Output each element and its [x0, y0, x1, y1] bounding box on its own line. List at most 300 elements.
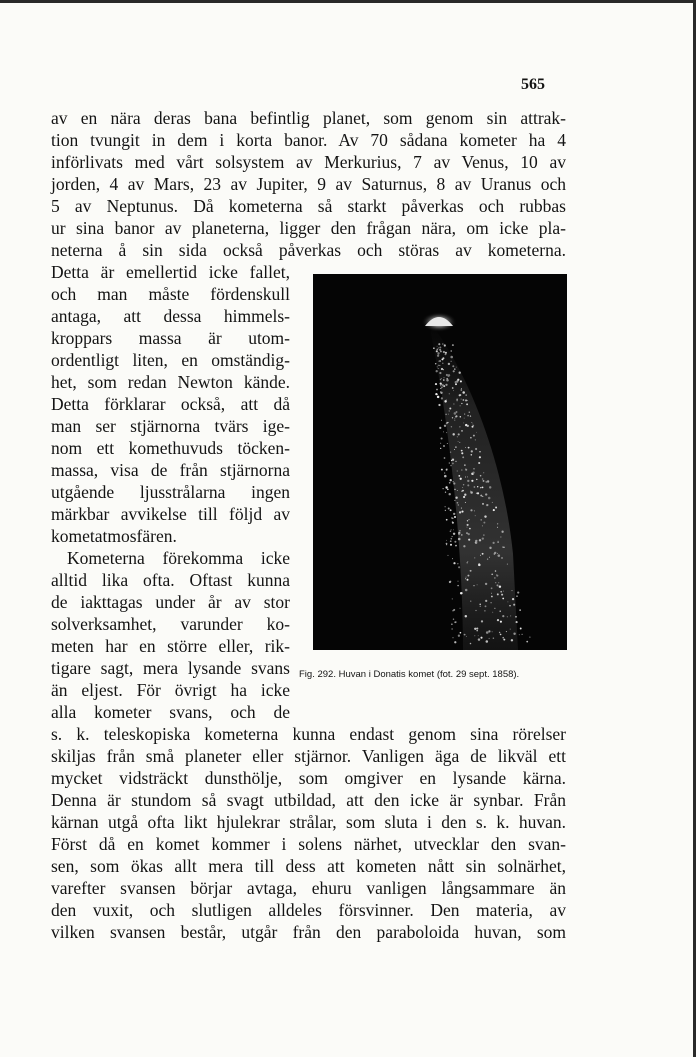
tail-speck [461, 490, 462, 491]
tail-speck [456, 367, 457, 368]
tail-speck [458, 433, 460, 435]
text-line: de iakttagas under år av stor [51, 592, 290, 612]
tail-speck [449, 410, 450, 411]
tail-speck [454, 489, 456, 491]
tail-speck [440, 379, 441, 380]
tail-speck [457, 585, 458, 586]
tail-speck [452, 610, 453, 611]
tail-speck [446, 469, 447, 470]
text-line: nom ett komethuvuds töcken- [51, 438, 290, 458]
tail-speck [498, 541, 499, 542]
tail-speck [455, 497, 457, 499]
tail-speck [468, 447, 470, 449]
tail-speck [476, 432, 477, 433]
text-line: den vuxit, och slutligen alldeles försvinner. Den materia, av [51, 900, 566, 920]
tail-speck [439, 427, 441, 429]
tail-speck [433, 347, 435, 349]
tail-speck [463, 545, 465, 547]
tail-speck [444, 400, 446, 402]
tail-speck [445, 510, 446, 511]
tail-speck [436, 389, 438, 391]
tail-speck [467, 575, 469, 577]
tail-speck [480, 475, 482, 477]
tail-speck [466, 562, 467, 563]
tail-speck [467, 476, 468, 477]
text-line: sen, som ökas allt mera till dess att kometen nått sin solnärhet, [51, 856, 566, 876]
tail-speck [489, 638, 490, 639]
tail-speck [485, 605, 487, 607]
tail-speck [475, 515, 476, 516]
tail-speck [489, 557, 490, 558]
tail-speck [444, 377, 445, 378]
tail-speck [468, 533, 470, 535]
tail-speck [453, 562, 455, 564]
tail-speck [440, 349, 441, 350]
tail-speck [500, 591, 502, 593]
tail-speck [453, 618, 454, 619]
tail-speck [449, 393, 450, 394]
tail-speck [452, 433, 454, 435]
tail-speck [438, 343, 440, 345]
tail-speck [493, 637, 494, 638]
tail-speck [464, 464, 465, 465]
tail-speck [478, 564, 481, 567]
tail-speck [465, 589, 468, 592]
tail-speck [476, 479, 477, 480]
tail-speck [435, 383, 437, 385]
tail-speck [446, 540, 447, 541]
tail-speck [458, 441, 459, 442]
text-line: kroppars massa är utom- [51, 328, 290, 348]
tail-speck [465, 394, 467, 396]
tail-speck [484, 515, 486, 517]
tail-speck [460, 592, 462, 594]
text-line: utgående ljusstrålarna ingen [51, 482, 290, 502]
tail-speck [467, 579, 469, 581]
text-line: införlivats med vårt solsystem av Merkurius, 7 av Venus, 10 av [51, 152, 566, 172]
tail-speck [502, 547, 503, 548]
tail-speck [460, 416, 462, 418]
tail-speck [497, 523, 498, 524]
tail-speck [471, 422, 472, 423]
tail-speck [451, 628, 452, 629]
tail-speck [455, 461, 456, 462]
tail-speck [453, 637, 454, 638]
tail-speck [447, 488, 449, 490]
tail-speck [501, 557, 502, 558]
tail-speck [467, 480, 469, 482]
tail-speck [483, 480, 485, 482]
figure-caption: Fig. 292. Huvan i Donatis komet (fot. 29 sept. 1858). [299, 669, 520, 680]
tail-speck [484, 610, 485, 611]
comet-image [313, 274, 567, 650]
tail-speck [489, 547, 491, 549]
text-line: alla kometer svans, och de [51, 702, 290, 722]
tail-speck [441, 397, 443, 399]
tail-speck [477, 492, 479, 494]
tail-speck [444, 475, 447, 478]
tail-speck [458, 533, 460, 535]
tail-speck [510, 629, 511, 630]
tail-speck [451, 350, 452, 351]
tail-speck [475, 542, 477, 544]
tail-speck [503, 639, 505, 641]
text-line: och man måste fördenskull [51, 284, 290, 304]
tail-speck [500, 634, 502, 636]
scan-edge-top [0, 0, 696, 3]
text-line: av en nära deras bana befintlig planet, som genom sin attrak- [51, 108, 566, 128]
text-line: ordentligt liten, en omständig- [51, 350, 290, 370]
tail-speck [467, 484, 469, 486]
tail-speck [499, 632, 500, 633]
tail-speck [465, 477, 466, 478]
tail-speck [457, 502, 459, 504]
tail-speck [521, 634, 522, 635]
text-line: vilken svansen består, utgår från den paraboloida huvan, som [51, 922, 566, 942]
text-line: tigare sagt, mera lysande svans [51, 658, 290, 678]
tail-speck [463, 422, 464, 423]
tail-speck [520, 628, 522, 630]
tail-speck [482, 478, 484, 480]
tail-speck [443, 351, 445, 353]
tail-speck [452, 365, 454, 367]
tail-speck [450, 530, 452, 532]
tail-speck [501, 531, 503, 533]
tail-speck [482, 525, 483, 526]
tail-speck [498, 554, 501, 557]
tail-speck [488, 630, 490, 632]
tail-speck [440, 443, 441, 444]
tail-speck [443, 445, 445, 447]
text-line: alltid lika ofta. Oftast kunna [51, 570, 290, 590]
tail-speck [455, 545, 457, 547]
tail-speck [459, 426, 460, 427]
text-line: Först då en komet kommer i solens närhet, utvecklar den svan- [51, 834, 566, 854]
tail-speck [488, 497, 491, 500]
text-line: s. k. teleskopiska kometerna kunna endast genom sina rörelser [51, 724, 566, 744]
tail-speck [460, 478, 462, 480]
tail-speck [453, 390, 454, 391]
tail-speck [480, 637, 482, 639]
tail-speck [448, 363, 450, 365]
tail-speck [450, 356, 453, 359]
tail-speck [477, 584, 478, 585]
tail-speck [453, 533, 455, 535]
tail-speck [466, 532, 467, 533]
comet-photograph [313, 274, 567, 650]
tail-speck [451, 623, 453, 625]
tail-speck [458, 635, 460, 637]
tail-speck [452, 417, 453, 418]
tail-speck [482, 537, 484, 539]
tail-speck [455, 383, 457, 385]
tail-speck [444, 473, 445, 474]
tail-speck [437, 346, 438, 347]
tail-speck [437, 396, 440, 399]
tail-speck [482, 486, 484, 488]
tail-speck [482, 503, 484, 505]
tail-speck [446, 378, 448, 380]
tail-speck [449, 581, 451, 583]
tail-speck [460, 608, 461, 609]
tail-speck [460, 405, 461, 406]
tail-speck [440, 388, 441, 389]
tail-speck [480, 555, 481, 556]
tail-speck [445, 492, 446, 493]
tail-speck [445, 486, 447, 488]
tail-speck [457, 379, 459, 381]
tail-speck [441, 420, 442, 421]
tail-speck [507, 601, 508, 602]
tail-speck [453, 403, 454, 404]
tail-speck [495, 507, 497, 509]
tail-speck [497, 527, 498, 528]
tail-speck [478, 635, 479, 636]
tail-speck [447, 422, 448, 423]
tail-speck [446, 519, 448, 521]
tail-speck [470, 601, 471, 602]
tail-speck [445, 353, 447, 355]
tail-speck [463, 484, 464, 485]
tail-speck [502, 637, 504, 639]
tail-speck [454, 541, 456, 543]
tail-speck [458, 475, 460, 477]
tail-speck [450, 544, 452, 546]
tail-speck [450, 479, 452, 481]
tail-speck [475, 610, 476, 611]
tail-speck [489, 486, 491, 488]
tail-speck [451, 517, 452, 518]
tail-speck [457, 471, 458, 472]
tail-speck [470, 491, 471, 492]
tail-speck [449, 407, 451, 409]
tail-speck [438, 365, 439, 366]
tail-speck [486, 640, 489, 643]
tail-speck [452, 459, 454, 461]
tail-speck [465, 447, 466, 448]
tail-speck [441, 359, 442, 360]
tail-speck [438, 347, 439, 348]
tail-speck [464, 494, 466, 496]
tail-speck [454, 418, 455, 419]
tail-speck [512, 598, 514, 600]
tail-speck [440, 448, 441, 449]
tail-speck [461, 508, 462, 509]
tail-speck [452, 344, 454, 346]
tail-speck [478, 638, 480, 640]
text-line: neterna å sin sida också påverkas och störas av kometerna. [51, 240, 566, 260]
tail-speck [457, 563, 458, 564]
tail-speck [469, 528, 471, 530]
tail-speck [491, 593, 492, 594]
tail-speck [453, 513, 455, 515]
tail-speck [439, 346, 441, 348]
tail-speck [497, 593, 499, 595]
tail-speck [461, 534, 463, 536]
tail-speck [461, 430, 463, 432]
tail-speck [461, 403, 462, 404]
tail-speck [511, 590, 512, 591]
tail-speck [495, 570, 497, 572]
page-number: 565 [521, 76, 545, 93]
tail-speck [453, 482, 455, 484]
tail-speck [500, 621, 502, 623]
tail-speck [454, 621, 456, 623]
tail-speck [498, 582, 499, 583]
tail-speck [467, 520, 468, 521]
tail-speck [452, 558, 453, 559]
tail-speck [478, 462, 480, 464]
tail-speck [449, 482, 451, 484]
tail-speck [442, 384, 444, 386]
tail-speck [494, 552, 496, 554]
tail-speck [463, 399, 465, 401]
tail-speck [519, 609, 520, 610]
tail-speck [507, 564, 508, 565]
tail-speck [461, 399, 462, 400]
tail-speck [447, 443, 448, 444]
tail-speck [457, 490, 458, 491]
text-line: solverksamhet, varunder ko- [51, 614, 290, 634]
tail-speck [440, 392, 442, 394]
tail-speck [444, 457, 446, 459]
tail-speck [436, 350, 438, 352]
tail-speck [491, 587, 493, 589]
tail-speck [462, 456, 464, 458]
tail-speck [444, 425, 446, 427]
tail-speck [450, 540, 452, 542]
tail-speck [466, 577, 467, 578]
tail-speck [436, 349, 438, 351]
tail-speck [469, 519, 470, 520]
tail-speck [470, 415, 471, 416]
tail-speck [452, 521, 453, 522]
text-line: meten har en större eller, rik- [51, 636, 290, 656]
tail-speck [476, 627, 478, 629]
tail-speck [487, 558, 488, 559]
tail-speck [441, 469, 443, 471]
tail-speck [497, 584, 499, 586]
tail-speck [455, 446, 457, 448]
tail-speck [467, 524, 469, 526]
text-line: Denna är stundom så svagt utbildad, att den icke är synbar. Från [51, 790, 566, 810]
tail-speck [441, 368, 443, 370]
tail-speck [496, 574, 497, 575]
tail-speck [461, 450, 463, 452]
tail-speck [467, 425, 469, 427]
tail-speck [465, 615, 467, 617]
tail-speck [473, 425, 475, 427]
text-line: 5 av Neptunus. Då kometerna så starkt påverkas och rubbas [51, 196, 566, 216]
tail-speck [470, 509, 472, 511]
tail-speck [513, 633, 515, 635]
tail-speck [492, 631, 493, 632]
tail-speck [483, 535, 484, 536]
tail-speck [435, 363, 436, 364]
tail-speck [454, 641, 456, 643]
tail-speck [500, 537, 501, 538]
tail-speck [483, 472, 484, 473]
text-line: man ser stjärnorna tvärs ige- [51, 416, 290, 436]
tail-speck [454, 516, 456, 518]
tail-speck [486, 631, 489, 634]
tail-speck [471, 454, 473, 456]
text-line: massa, visa de från stjärnorna [51, 460, 290, 480]
tail-speck [465, 502, 466, 503]
tail-speck [453, 370, 455, 372]
tail-speck [502, 598, 504, 600]
text-line: Detta är emellertid icke fallet, [51, 262, 290, 282]
tail-speck [452, 387, 454, 389]
tail-speck [440, 382, 442, 384]
tail-speck [452, 598, 453, 599]
tail-speck [467, 527, 468, 528]
text-line: än eljest. För övrigt ha icke [51, 680, 290, 700]
tail-speck [451, 426, 452, 427]
tail-speck [479, 456, 481, 458]
tail-speck [456, 399, 457, 400]
tail-speck [442, 363, 443, 364]
tail-speck [480, 487, 481, 488]
tail-speck [444, 344, 446, 346]
tail-speck [485, 600, 487, 602]
tail-speck [503, 547, 504, 548]
tail-speck [449, 462, 451, 464]
tail-speck [437, 352, 439, 354]
tail-speck [465, 399, 467, 401]
tail-speck [495, 582, 496, 583]
tail-speck [448, 414, 449, 415]
tail-speck [503, 591, 504, 592]
tail-speck [470, 491, 473, 494]
tail-speck [475, 540, 477, 542]
tail-speck [443, 379, 445, 381]
tail-speck [441, 437, 443, 439]
tail-speck [459, 511, 461, 513]
tail-speck [477, 486, 478, 487]
tail-speck [455, 415, 457, 417]
tail-speck [467, 415, 469, 417]
tail-speck [457, 436, 458, 437]
tail-speck [473, 472, 475, 474]
tail-speck [461, 511, 463, 513]
tail-speck [464, 418, 465, 419]
tail-speck [494, 577, 495, 578]
tail-speck [479, 539, 481, 541]
tail-speck [441, 378, 442, 379]
tail-speck [492, 502, 493, 503]
tail-speck [461, 469, 463, 471]
tail-speck [437, 366, 438, 367]
tail-speck [438, 404, 440, 406]
tail-speck [454, 368, 455, 369]
tail-speck [494, 608, 495, 609]
tail-speck [457, 581, 458, 582]
tail-speck [448, 508, 450, 510]
tail-speck [509, 605, 510, 606]
tail-speck [476, 493, 477, 494]
tail-speck [446, 374, 448, 376]
tail-speck [450, 538, 452, 540]
tail-speck [448, 374, 450, 376]
tail-speck [461, 452, 463, 454]
tail-speck [459, 394, 461, 396]
tail-speck [435, 393, 437, 395]
tail-speck [447, 555, 448, 556]
tail-speck [480, 519, 482, 521]
tail-speck [490, 602, 491, 603]
text-line: ur sina banor av planeterna, ligger den frågan nära, om icke pla- [51, 218, 566, 238]
